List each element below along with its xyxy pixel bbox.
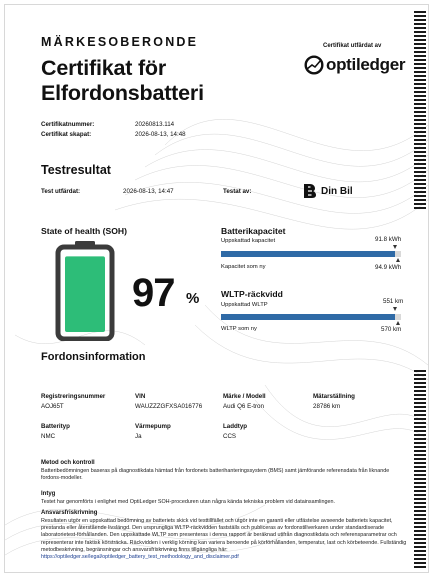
vehicle-field-value: Audi Q6 E-tron <box>223 403 264 410</box>
test-performed-value: 2026-08-13, 14:47 <box>123 188 174 195</box>
disclaimer-link[interactable]: https://optiledger.se/legal/optiledger_battery_test_methodology_and_disclaimer.pdf <box>41 554 239 561</box>
test-performed-label: Test utfärdat: <box>41 188 81 195</box>
vehicle-field-label: Mätarställning <box>313 393 355 400</box>
vehicle-field-value: NMC <box>41 433 56 440</box>
disclaimer-heading: Ansvarsfriskrivning <box>41 510 98 516</box>
vehicle-field-value: WAUZZZGFXSA016776 <box>135 403 203 410</box>
range-measured-value: 551 km <box>383 298 404 305</box>
range-new-label: WLTP som ny <box>221 326 257 332</box>
tested-by-logo-text: Din Bil <box>321 185 353 197</box>
capacity-bar-fill <box>221 251 395 257</box>
method-heading: Metod och kontroll <box>41 460 95 466</box>
capacity-new-label: Kapacitet som ny <box>221 264 266 270</box>
capacity-measured-marker <box>393 245 397 249</box>
capacity-new-marker <box>396 258 400 262</box>
battery-icon <box>55 241 115 341</box>
vehicle-field-label: Värmepump <box>135 423 171 430</box>
range-measured-label: Uppskattad WLTP <box>221 302 268 308</box>
title-line-2: Elfordonsbatteri <box>41 81 204 105</box>
range-new-value: 570 km <box>381 326 402 333</box>
vehicle-field-label: Registreringsnummer <box>41 393 106 400</box>
page-title <box>41 56 204 106</box>
optiledger-o-icon <box>303 54 325 76</box>
certification-heading: Intyg <box>41 491 56 497</box>
kicker-text: MÄRKESOBERONDE <box>41 35 199 49</box>
certificate-page <box>4 4 429 573</box>
capacity-measured-label: Uppskattad kapacitet <box>221 238 276 244</box>
vehicle-info-heading: Fordonsinformation <box>41 351 146 363</box>
soh-label: State of health (SOH) <box>41 226 127 236</box>
soh-unit: % <box>186 290 200 307</box>
vehicle-field-label: VIN <box>135 393 146 400</box>
vehicle-field-value: 28786 km <box>313 403 341 410</box>
capacity-new-value: 94.9 kWh <box>375 264 402 271</box>
range-heading: WLTP-räckvidd <box>221 289 283 299</box>
issuer-logo <box>303 54 405 76</box>
vehicle-field-value: AOJ65T <box>41 403 64 410</box>
dinbil-logo-icon <box>303 183 317 199</box>
method-text: Batteribedömningen baseras på diagnostikdata hämtad från fordonets batterihanteringssystem (BMS) samt jämförande referensdata från liknande fordons-modeller. <box>41 468 390 482</box>
issued-by-label: Certifikat utfärdat av <box>323 43 382 49</box>
edge-stripes-bottom <box>414 370 426 570</box>
capacity-measured-value: 91.8 kWh <box>375 236 402 243</box>
capacity-heading: Batterikapacitet <box>221 226 286 236</box>
vehicle-field-label: Batterityp <box>41 423 70 430</box>
certificate-number-value: 20260813.114 <box>135 121 175 128</box>
range-bar-fill <box>221 314 395 320</box>
vehicle-field-value: Ja <box>135 433 142 440</box>
title-line-1: Certifikat för <box>41 56 167 80</box>
range-measured-marker <box>393 307 397 311</box>
issuer-logo-text: optiledger <box>326 55 406 74</box>
certificate-created-value: 2026-08-13, 14:48 <box>135 131 186 138</box>
soh-value: 97 <box>132 271 175 315</box>
tested-by-label: Testat av: <box>223 188 252 195</box>
tested-by-logo <box>303 183 353 199</box>
vehicle-field-label: Märke / Modell <box>223 393 266 400</box>
test-results-heading: Testresultat <box>41 163 111 177</box>
vehicle-field-value: CCS <box>223 433 237 440</box>
vehicle-field-label: Laddtyp <box>223 423 248 430</box>
certification-text: Testet har genomförts i enlighet med OptiLedger SOH-proceduren utan några kända tekniska problem vid datainsamlingen. <box>41 499 335 505</box>
certificate-number-label: Certifikatnummer: <box>41 121 95 128</box>
disclaimer-text: Resultaten utgör en uppskattad bedömning av batteriets skick vid testtillfället och utgör inte en garanti eller utfästelse avseende batteriets kapacitet, prestanda eller återstående livslängd. Den ursprungliga WLTP-räckvidden fastställs och publiceras av fordonstillverkaren under standardiserade laboratorietest-förhållanden. Den uppskattade WLTP som presenteras i denna rapport är beräknad utifrån diagnostikdata och referensparametrar och representerar inte faktisk körsträcka. Räckvidden i verklig körning kan variera beroende på körförhållanden, temperatur, last och körbeteende. Fullständig metodbeskrivning, begränsningar och ansvarsfriskrivning finns tillgängliga här: https://optiledger.se/legal/optiledger_battery_test_methodology_and_disclaimer.pdf <box>41 518 407 561</box>
certificate-created-label: Certifikat skapat: <box>41 131 92 138</box>
range-new-marker <box>396 321 400 325</box>
edge-stripes-top <box>414 11 426 211</box>
